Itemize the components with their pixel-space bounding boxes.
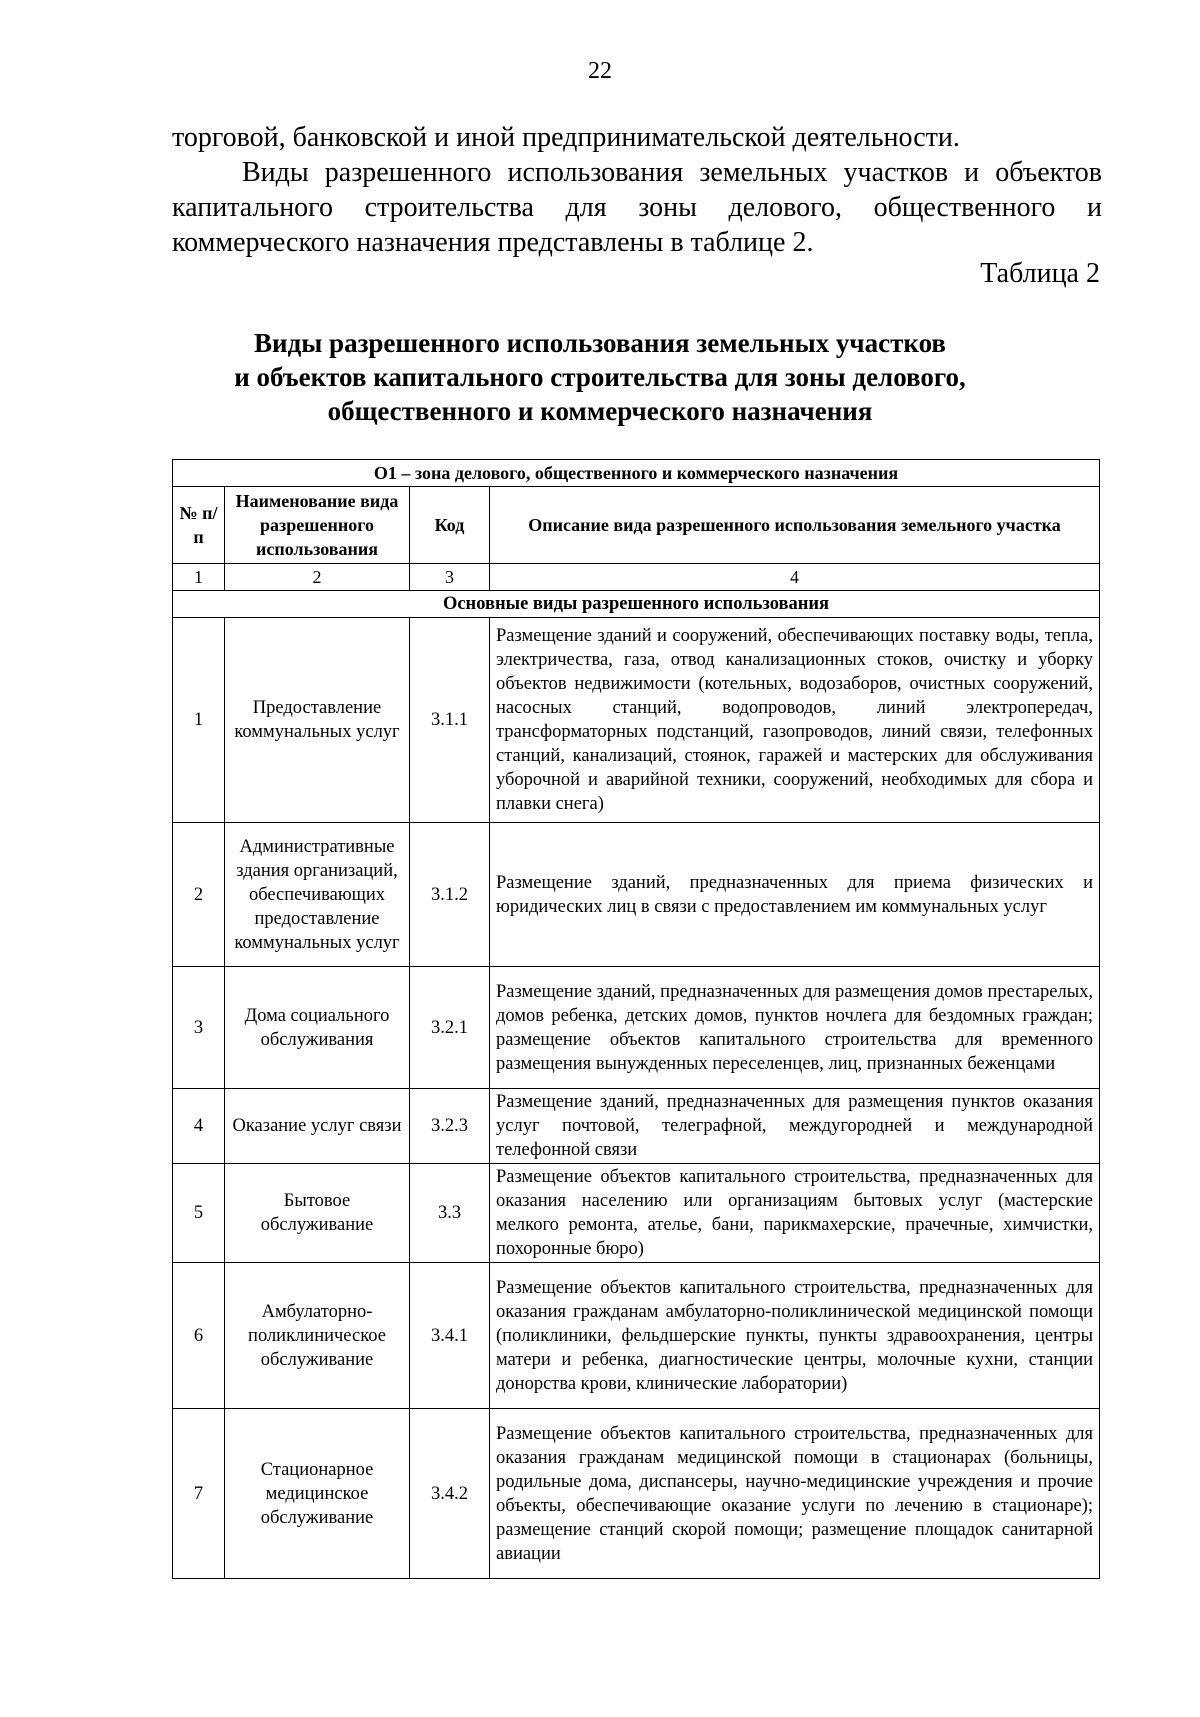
- row-description: Размещение зданий, предназначенных для размещения пунктов оказания услуг почтовой, телеграфной, междугородней и международной телефонной связи: [490, 1089, 1100, 1164]
- row-code: 3.1.2: [410, 823, 490, 967]
- row-description: Размещение объектов капитального строительства, предназначенных для оказания гражданам амбулаторно-поликлинической медицинской помощи (поликлиники, фельдшерские пункты, пункты здравоохранения, центры матери и ребенка, диагностические центры, молочные кухни, станции донорства крови, клинические лаборатории): [490, 1263, 1100, 1409]
- column-number: 2: [225, 564, 410, 591]
- row-use-name: Стационарное медицинское обслуживание: [225, 1409, 410, 1579]
- table-title-line: общественного и коммерческого назначения: [327, 396, 873, 426]
- row-number: 3: [173, 967, 225, 1089]
- row-use-name: Административные здания организаций, обеспечивающих предоставление коммунальных услуг: [225, 823, 410, 967]
- row-description: Размещение зданий, предназначенных для размещения домов престарелых, домов ребенка, детских домов, пунктов ночлега для бездомных граждан; размещение объектов капитального строительства для временного размещения вынужденных переселенцев, лиц, признанных беженцами: [490, 967, 1100, 1089]
- column-header-num: № п/п: [173, 487, 225, 564]
- zone-header: О1 – зона делового, общественного и коммерческого назначения: [173, 460, 1100, 487]
- column-header-desc: Описание вида разрешенного использования земельного участка: [490, 487, 1100, 564]
- table-row: [173, 1263, 1100, 1409]
- row-use-name: Предоставление коммунальных услуг: [225, 618, 410, 823]
- row-use-name: Амбулаторно-поликлиническое обслуживание: [225, 1263, 410, 1409]
- row-description: Размещение объектов капитального строительства, предназначенных для оказания гражданам медицинской помощи в стационарах (больницы, родильные дома, диспансеры, научно-медицинские учреждения и прочие объекты, обеспечивающие оказание услуги по лечению в стационаре); размещение станций скорой помощи; размещение площадок санитарной авиации: [490, 1409, 1100, 1579]
- table-row: [173, 1409, 1100, 1579]
- column-header-code: Код: [410, 487, 490, 564]
- table-row: [173, 967, 1100, 1089]
- row-description: Размещение зданий и сооружений, обеспечивающих поставку воды, тепла, электричества, газа, отвод канализационных стоков, очистку и уборку объектов недвижимости (котельных, водозаборов, очистных сооружений, насосных станций, водопроводов, линий электропередач, трансформаторных подстанций, газопроводов, линий связи, телефонных станций, канализаций, стоянок, гаражей и мастерских для обслуживания уборочной и аварийной техники, сооружений, необходимых для сбора и плавки снега): [490, 618, 1100, 823]
- row-number: 1: [173, 618, 225, 823]
- table-row: [173, 618, 1100, 823]
- row-number: 5: [173, 1164, 225, 1263]
- column-number: 4: [490, 564, 1100, 591]
- row-code: 3.2.3: [410, 1089, 490, 1164]
- row-use-name: Бытовое обслуживание: [225, 1164, 410, 1263]
- table-row: [173, 823, 1100, 967]
- row-number: 6: [173, 1263, 225, 1409]
- row-code: 3.1.1: [410, 618, 490, 823]
- row-number: 7: [173, 1409, 225, 1579]
- row-use-name: Дома социального обслуживания: [225, 967, 410, 1089]
- intro-text: [172, 120, 1102, 260]
- column-header-name: Наименование вида разрешенного использования: [225, 487, 410, 564]
- land-use-table: [172, 459, 1100, 1579]
- table-label: Таблица 2: [980, 258, 1100, 289]
- row-description: Размещение зданий, предназначенных для приема физических и юридических лиц в связи с предоставлением им коммунальных услуг: [490, 823, 1100, 967]
- row-number: 2: [173, 823, 225, 967]
- page-number: 22: [588, 58, 612, 84]
- row-code: 3.4.2: [410, 1409, 490, 1579]
- table-title: [0, 326, 1200, 428]
- row-code: 3.2.1: [410, 967, 490, 1089]
- row-number: 4: [173, 1089, 225, 1164]
- row-code: 3.4.1: [410, 1263, 490, 1409]
- table-row: [173, 1164, 1100, 1263]
- table-title-line: и объектов капитального строительства для зоны делового,: [234, 362, 966, 392]
- column-number: 1: [173, 564, 225, 591]
- intro-line: торговой, банковской и иной предпринимательской деятельности.: [172, 122, 960, 153]
- row-description: Размещение объектов капитального строительства, предназначенных для оказания населению или организациям бытовых услуг (мастерские мелкого ремонта, ателье, бани, парикмахерские, прачечные, химчистки, похоронные бюро): [490, 1164, 1100, 1263]
- row-use-name: Оказание услуг связи: [225, 1089, 410, 1164]
- column-number: 3: [410, 564, 490, 591]
- table-row: [173, 1089, 1100, 1164]
- row-code: 3.3: [410, 1164, 490, 1263]
- intro-paragraph: Виды разрешенного использования земельных участков и объектов капитального строительства для зоны делового, общественного и коммерческого назначения представлены в таблице 2.: [172, 157, 1102, 258]
- table-title-line: Виды разрешенного использования земельных участков: [254, 328, 946, 358]
- section-header: Основные виды разрешенного использования: [173, 591, 1100, 618]
